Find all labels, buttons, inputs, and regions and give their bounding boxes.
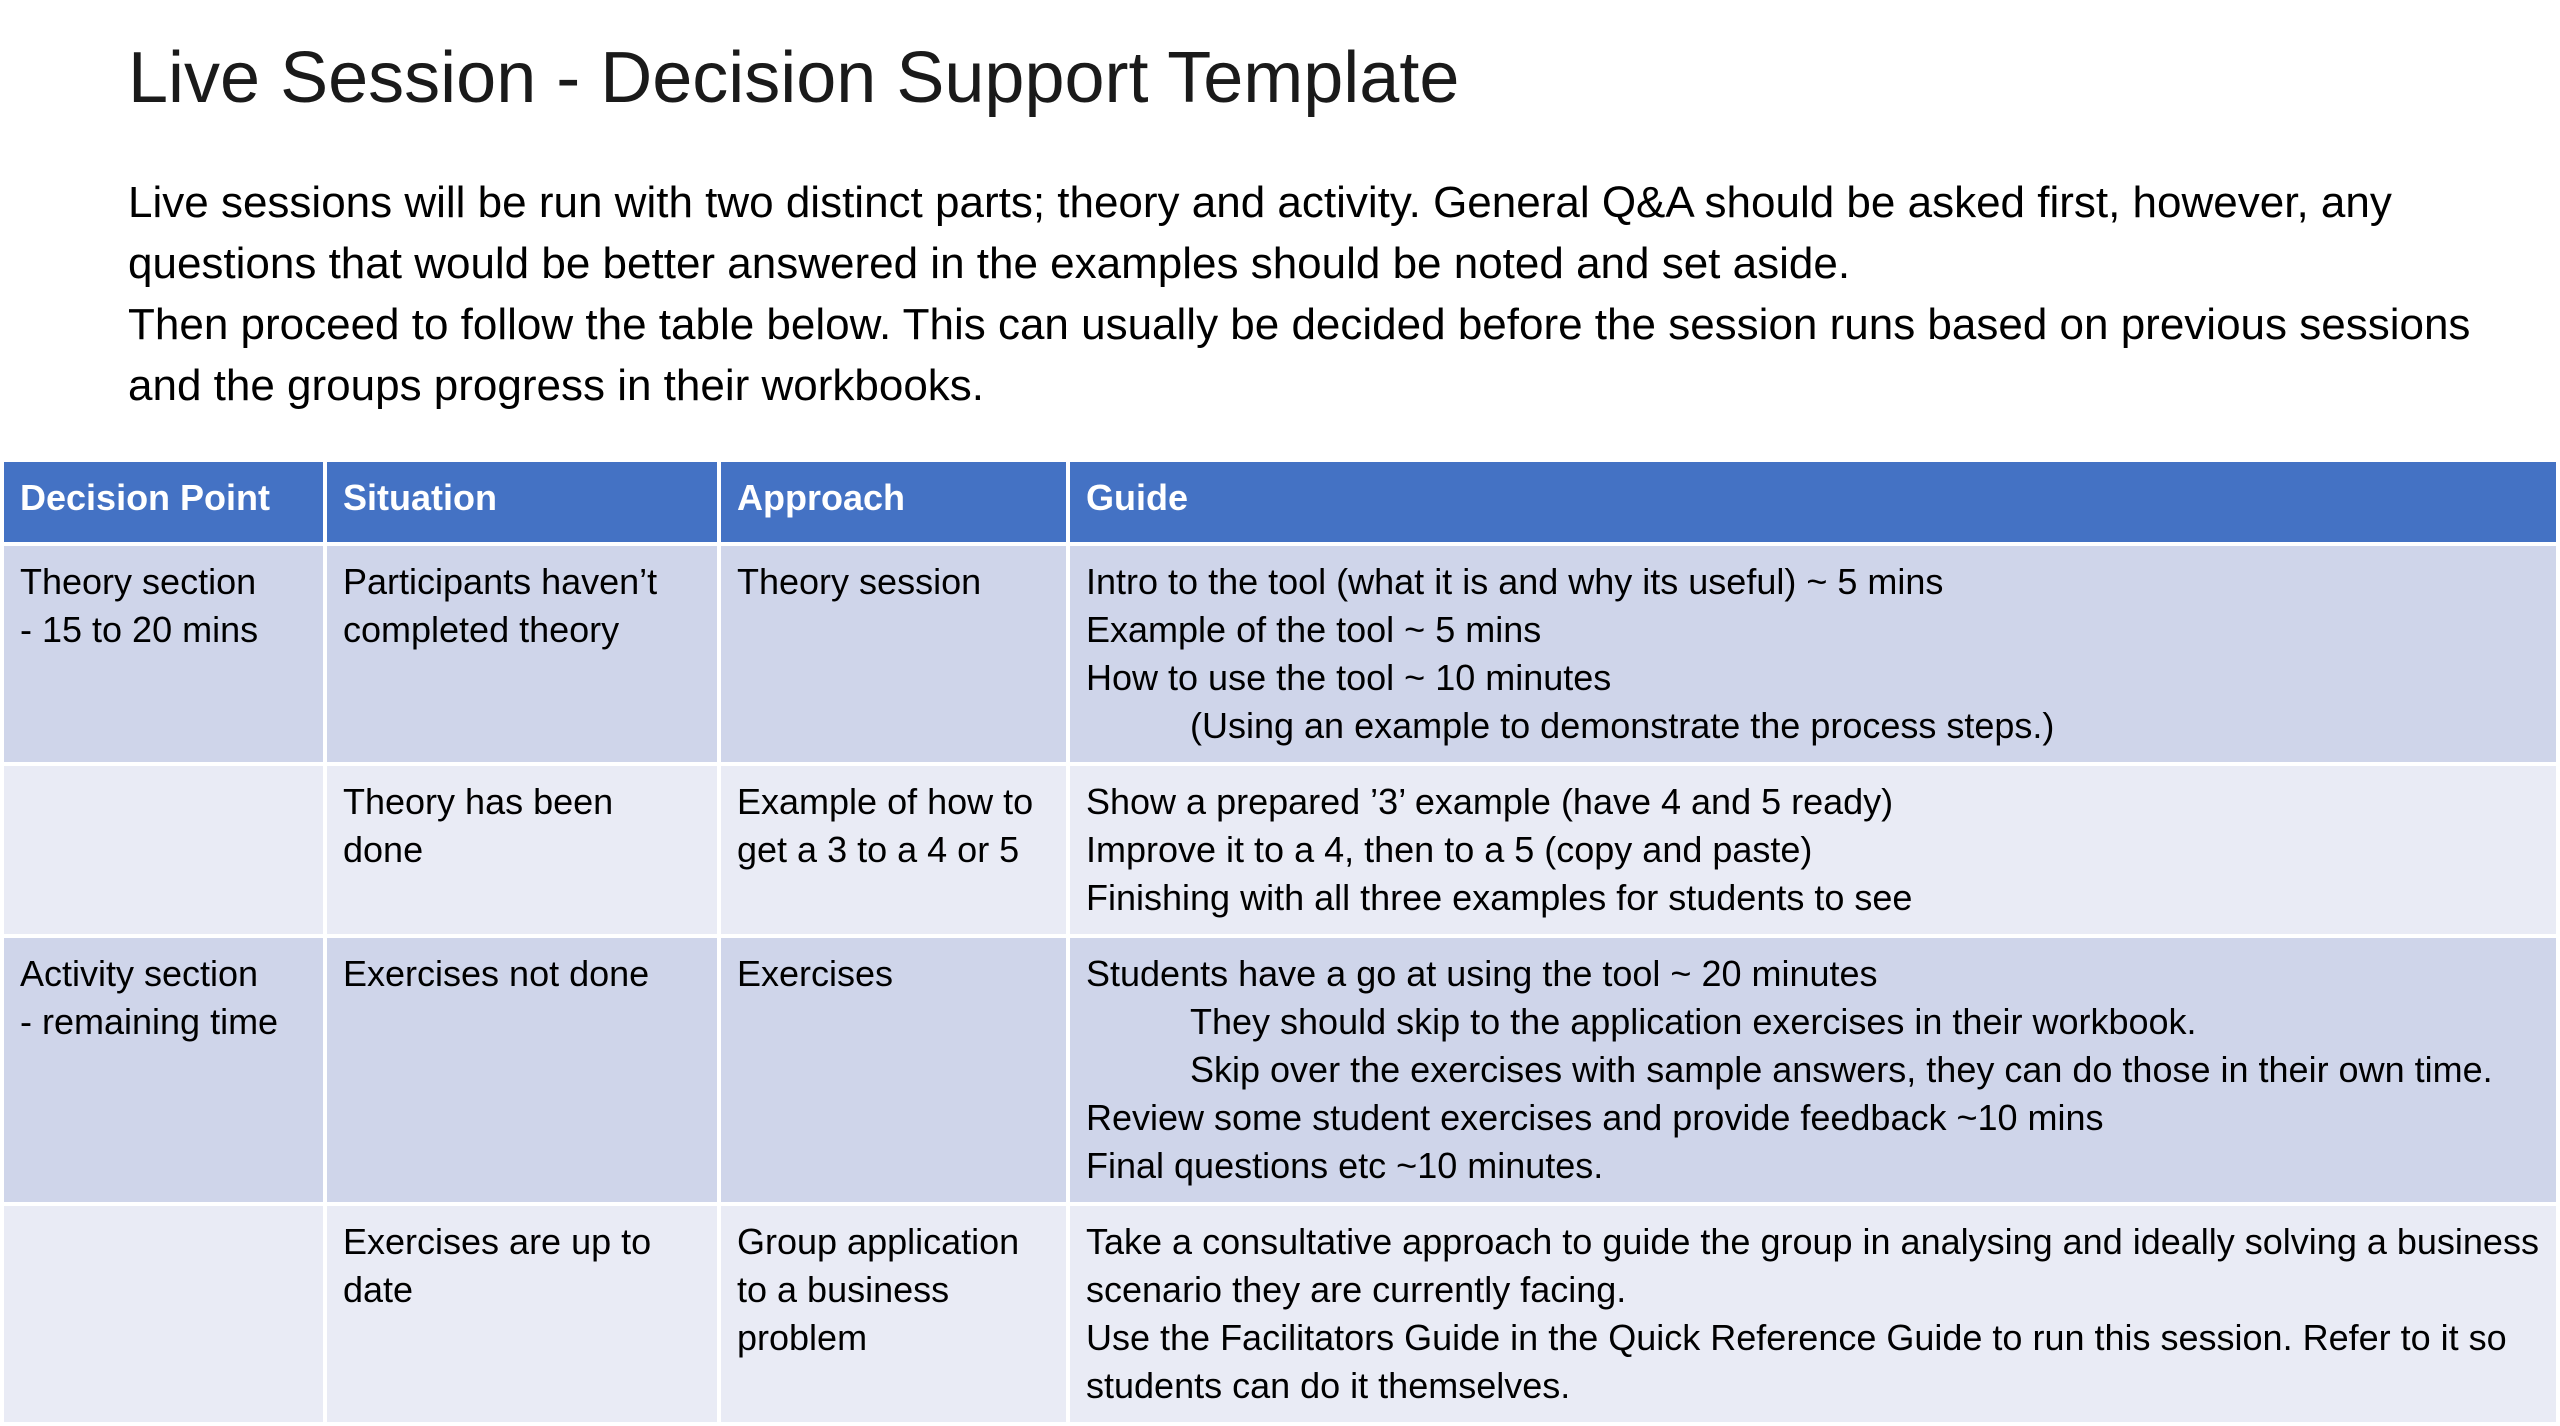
cell-situation: Exercises are up to date xyxy=(327,1206,717,1422)
cell-guide xyxy=(1070,938,2556,1202)
cell-guide xyxy=(1070,546,2556,762)
table-row xyxy=(4,546,2556,762)
guide-line: They should skip to the application exercises in their workbook. xyxy=(1190,1001,2197,1042)
guide-line: Use the Facilitators Guide in the Quick Reference Guide to run this session. Refer to it so students can do it themselves. xyxy=(1086,1317,2507,1406)
guide-line: Improve it to a 4, then to a 5 (copy and paste) xyxy=(1086,829,1813,870)
column-header-approach: Approach xyxy=(721,462,1066,542)
cell-guide xyxy=(1070,1206,2556,1422)
cell-situation: Participants haven’t completed theory xyxy=(327,546,717,762)
cell-approach: Group application to a business problem xyxy=(721,1206,1066,1422)
cell-decision-point xyxy=(4,938,323,1202)
decision-point-text: - remaining time xyxy=(20,1001,279,1042)
guide-line: Finishing with all three examples for students to see xyxy=(1086,877,1913,918)
cell-approach: Example of how to get a 3 to a 4 or 5 xyxy=(721,766,1066,934)
decision-table xyxy=(0,458,2560,1426)
intro-text xyxy=(128,172,2518,416)
guide-line: (Using an example to demonstrate the process steps.) xyxy=(1190,705,2055,746)
guide-line: Students have a go at using the tool ~ 20 minutes xyxy=(1086,953,1878,994)
decision-point-text: - 15 to 20 mins xyxy=(20,609,259,650)
column-header-guide: Guide xyxy=(1070,462,2556,542)
guide-line: Review some student exercises and provide feedback ~10 mins xyxy=(1086,1097,2104,1138)
table-row xyxy=(4,938,2556,1202)
cell-decision-point xyxy=(4,546,323,762)
decision-point-text: Activity section xyxy=(20,953,259,994)
column-header-decision-point: Decision Point xyxy=(4,462,323,542)
intro-paragraph: Live sessions will be run with two distinct parts; theory and activity. General Q&A should be asked first, however, any questions that would be better answered in the examples should be noted and set aside. xyxy=(128,178,2392,288)
slide-title: Live Session - Decision Support Template xyxy=(128,38,1460,118)
cell-guide xyxy=(1070,766,2556,934)
guide-line: Example of the tool ~ 5 mins xyxy=(1086,609,1542,650)
table-body xyxy=(4,546,2556,1422)
cell-decision-point xyxy=(4,1206,323,1422)
guide-line: Final questions etc ~10 minutes. xyxy=(1086,1145,1604,1186)
column-header-situation: Situation xyxy=(327,462,717,542)
intro-paragraph: Then proceed to follow the table below. This can usually be decided before the session runs based on previous sessions and the groups progress in their workbooks. xyxy=(128,300,2471,410)
cell-situation: Theory has been done xyxy=(327,766,717,934)
cell-approach: Exercises xyxy=(721,938,1066,1202)
guide-line: Intro to the tool (what it is and why its useful) ~ 5 mins xyxy=(1086,561,1944,602)
table-header-row xyxy=(4,462,2556,542)
cell-decision-point xyxy=(4,766,323,934)
guide-line: Take a consultative approach to guide the group in analysing and ideally solving a business scenario they are currently facing. xyxy=(1086,1221,2539,1310)
cell-situation: Exercises not done xyxy=(327,938,717,1202)
decision-point-text: Theory section xyxy=(20,561,257,602)
table-row xyxy=(4,1206,2556,1422)
guide-line: Skip over the exercises with sample answers, they can do those in their own time. xyxy=(1190,1049,2493,1090)
guide-line: Show a prepared ’3’ example (have 4 and 5 ready) xyxy=(1086,781,1894,822)
guide-line: How to use the tool ~ 10 minutes xyxy=(1086,657,1612,698)
cell-approach: Theory session xyxy=(721,546,1066,762)
table-row xyxy=(4,766,2556,934)
